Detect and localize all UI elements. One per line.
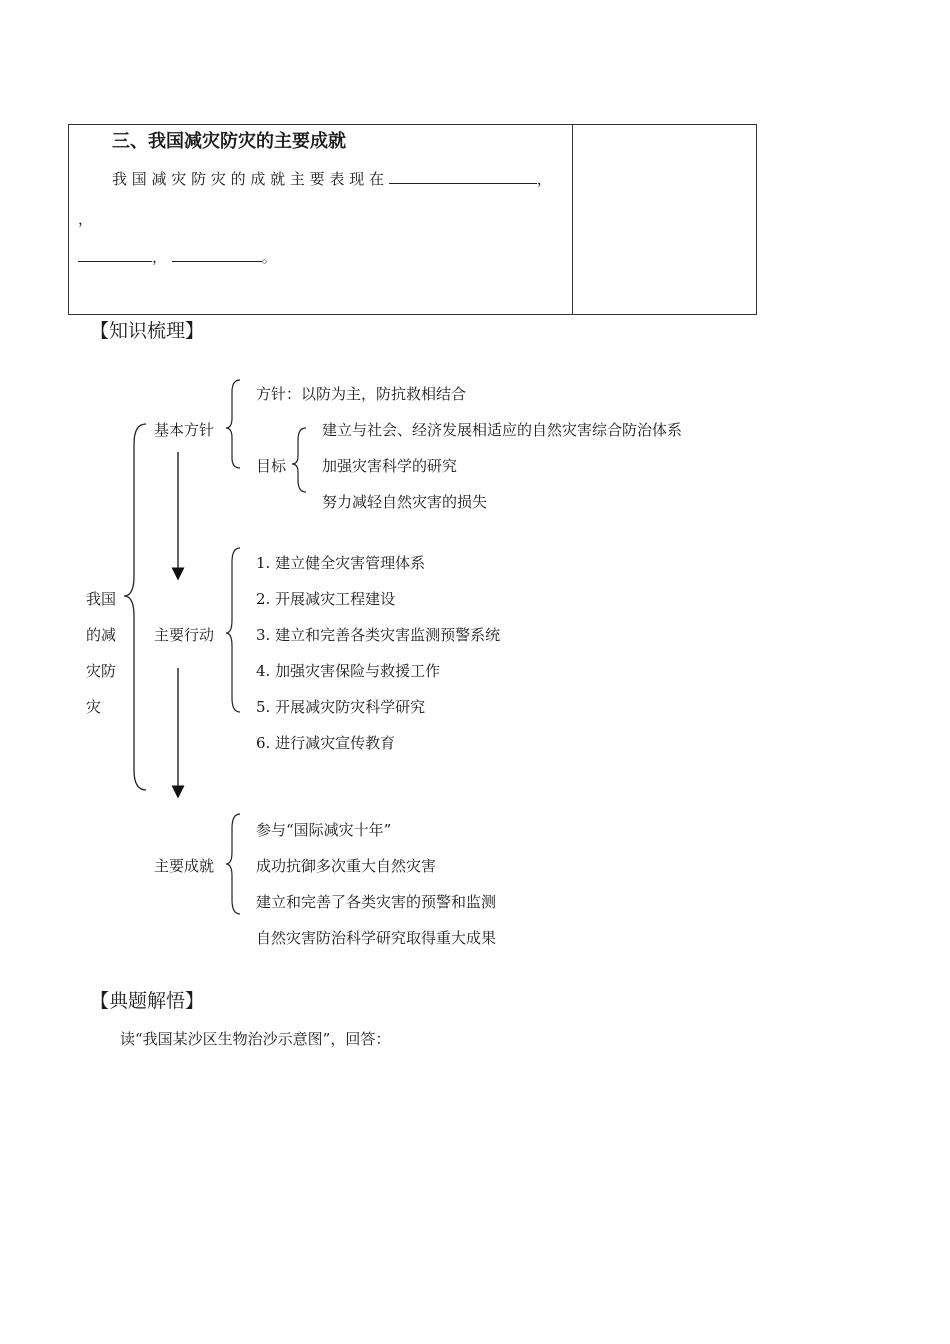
- section-title: 三、我国减灾防灾的主要成就: [112, 131, 346, 152]
- root-line-3: 灾防: [86, 662, 117, 680]
- comma-line: ，: [78, 210, 94, 228]
- action-item-3: 3. 建立和完善各类灾害监测预警系统: [256, 626, 501, 644]
- goal-item-1: 建立与社会、经济发展相适应的自然灾害综合防治体系: [322, 421, 683, 439]
- root-line-1: 我国: [86, 590, 117, 608]
- achievement-item-4: 自然灾害防治科学研究取得重大成果: [256, 929, 497, 947]
- example-heading: 【典题解悟】: [90, 990, 205, 1012]
- period: 。: [261, 248, 277, 266]
- achievement-item-3: 建立和完善了各类灾害的预警和监测: [256, 893, 497, 911]
- action-item-6: 6. 进行减灾宣传教育: [256, 734, 396, 752]
- root-line-4: 灾: [86, 698, 102, 716]
- basic-policy-label: 基本方针: [154, 421, 215, 439]
- question-intro: 读“我国某沙区生物治沙示意图”，回答：: [120, 1030, 391, 1048]
- knowledge-heading: 【知识梳理】: [90, 320, 205, 342]
- achievement-item-1: 参与“国际减灾十年”: [256, 821, 392, 839]
- comma-1: ，: [536, 170, 552, 188]
- goal-item-2: 加强灾害科学的研究: [322, 457, 458, 475]
- sentence-text: 我 国 减 灾 防 灾 的 成 就 主 要 表 现 在: [112, 170, 384, 188]
- achievements-brace: [226, 814, 240, 914]
- goal-brace: [292, 428, 306, 492]
- policy-brace: [226, 380, 240, 468]
- action-item-2: 2. 开展减灾工程建设: [256, 590, 396, 608]
- root-brace: [124, 424, 146, 790]
- root-line-2: 的减: [86, 626, 117, 644]
- actions-brace: [226, 548, 240, 712]
- achievement-item-2: 成功抗御多次重大自然灾害: [256, 857, 437, 875]
- comma-3: ，: [152, 248, 168, 266]
- goal-label: 目标: [256, 457, 287, 475]
- policy-line: 方针：以防为主，防抗救相结合: [256, 385, 467, 403]
- goal-item-3: 努力减轻自然灾害的损失: [322, 493, 488, 511]
- main-actions-label: 主要行动: [154, 626, 215, 644]
- action-item-4: 4. 加强灾害保险与救援工作: [256, 662, 441, 680]
- action-item-1: 1. 建立健全灾害管理体系: [256, 554, 426, 572]
- main-achievements-label: 主要成就: [154, 857, 215, 875]
- action-item-5: 5. 开展减灾防灾科学研究: [256, 698, 426, 716]
